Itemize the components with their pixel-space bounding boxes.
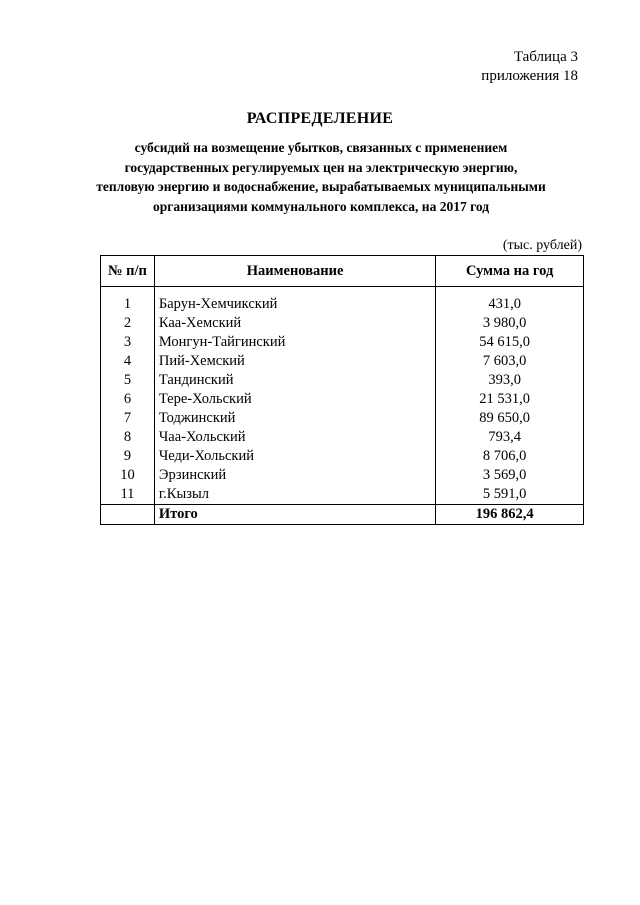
row-number: 8 [101, 428, 155, 447]
row-sum: 54 615,0 [436, 333, 584, 352]
row-sum: 431,0 [436, 287, 584, 315]
row-name: Тоджинский [154, 409, 435, 428]
table-row [101, 390, 584, 409]
table-row [101, 333, 584, 352]
row-number: 4 [101, 352, 155, 371]
allocation-table [100, 255, 584, 525]
table-total-row [101, 505, 584, 525]
row-sum: 3 569,0 [436, 466, 584, 485]
row-name: Тандинский [154, 371, 435, 390]
row-name: Тере-Хольский [154, 390, 435, 409]
row-number: 2 [101, 314, 155, 333]
row-number: 5 [101, 371, 155, 390]
appendix-label: приложения 18 [481, 68, 578, 84]
table-row [101, 287, 584, 315]
row-number: 11 [101, 485, 155, 505]
subtitle-line: государственных регулируемых цен на электрическую энергию, [124, 159, 518, 175]
table-body [101, 287, 584, 525]
table-row [101, 409, 584, 428]
row-number: 6 [101, 390, 155, 409]
row-number: 7 [101, 409, 155, 428]
row-sum: 7 603,0 [436, 352, 584, 371]
subtitle-line: организациями коммунального комплекса, на 2017 год [152, 198, 490, 214]
table-row [101, 447, 584, 466]
subtitle-line: тепловую энергию и водоснабжение, вырабатываемых муниципальными [96, 179, 546, 194]
total-number-cell [101, 505, 155, 525]
total-label: Итого [154, 505, 435, 525]
row-name: Пий-Хемский [154, 352, 435, 371]
row-name: Монгун-Тайгинский [154, 333, 435, 352]
row-number: 9 [101, 447, 155, 466]
document-title: РАСПРЕДЕЛЕНИЕ [246, 110, 394, 127]
column-header-sum: Сумма на год [436, 256, 584, 287]
row-sum: 3 980,0 [436, 314, 584, 333]
table-row [101, 314, 584, 333]
row-sum: 8 706,0 [436, 447, 584, 466]
table-row [101, 428, 584, 447]
table-row [101, 466, 584, 485]
column-header-name: Наименование [154, 256, 435, 287]
row-sum: 21 531,0 [436, 390, 584, 409]
row-name: Барун-Хемчикский [154, 287, 435, 315]
table-row [101, 352, 584, 371]
row-number: 3 [101, 333, 155, 352]
table-row [101, 485, 584, 505]
row-sum: 5 591,0 [436, 485, 584, 505]
row-sum: 89 650,0 [436, 409, 584, 428]
row-sum: 793,4 [436, 428, 584, 447]
row-number: 10 [101, 466, 155, 485]
units-note: (тыс. рублей) [502, 238, 582, 253]
row-sum: 393,0 [436, 371, 584, 390]
subtitle-line: субсидий на возмещение убытков, связанных с применением [134, 140, 508, 155]
table-row [101, 371, 584, 390]
row-name: Чеди-Хольский [154, 447, 435, 466]
table-label: Таблица 3 [513, 49, 578, 65]
row-name: Каа-Хемский [154, 314, 435, 333]
row-name: Чаа-Хольский [154, 428, 435, 447]
table-header-row [101, 256, 584, 287]
appendix-reference [481, 48, 578, 86]
row-name: Эрзинский [154, 466, 435, 485]
document-subtitle [80, 138, 562, 216]
row-name: г.Кызыл [154, 485, 435, 505]
row-number: 1 [101, 287, 155, 315]
total-sum: 196 862,4 [436, 505, 584, 525]
column-header-number: № п/п [101, 256, 155, 287]
